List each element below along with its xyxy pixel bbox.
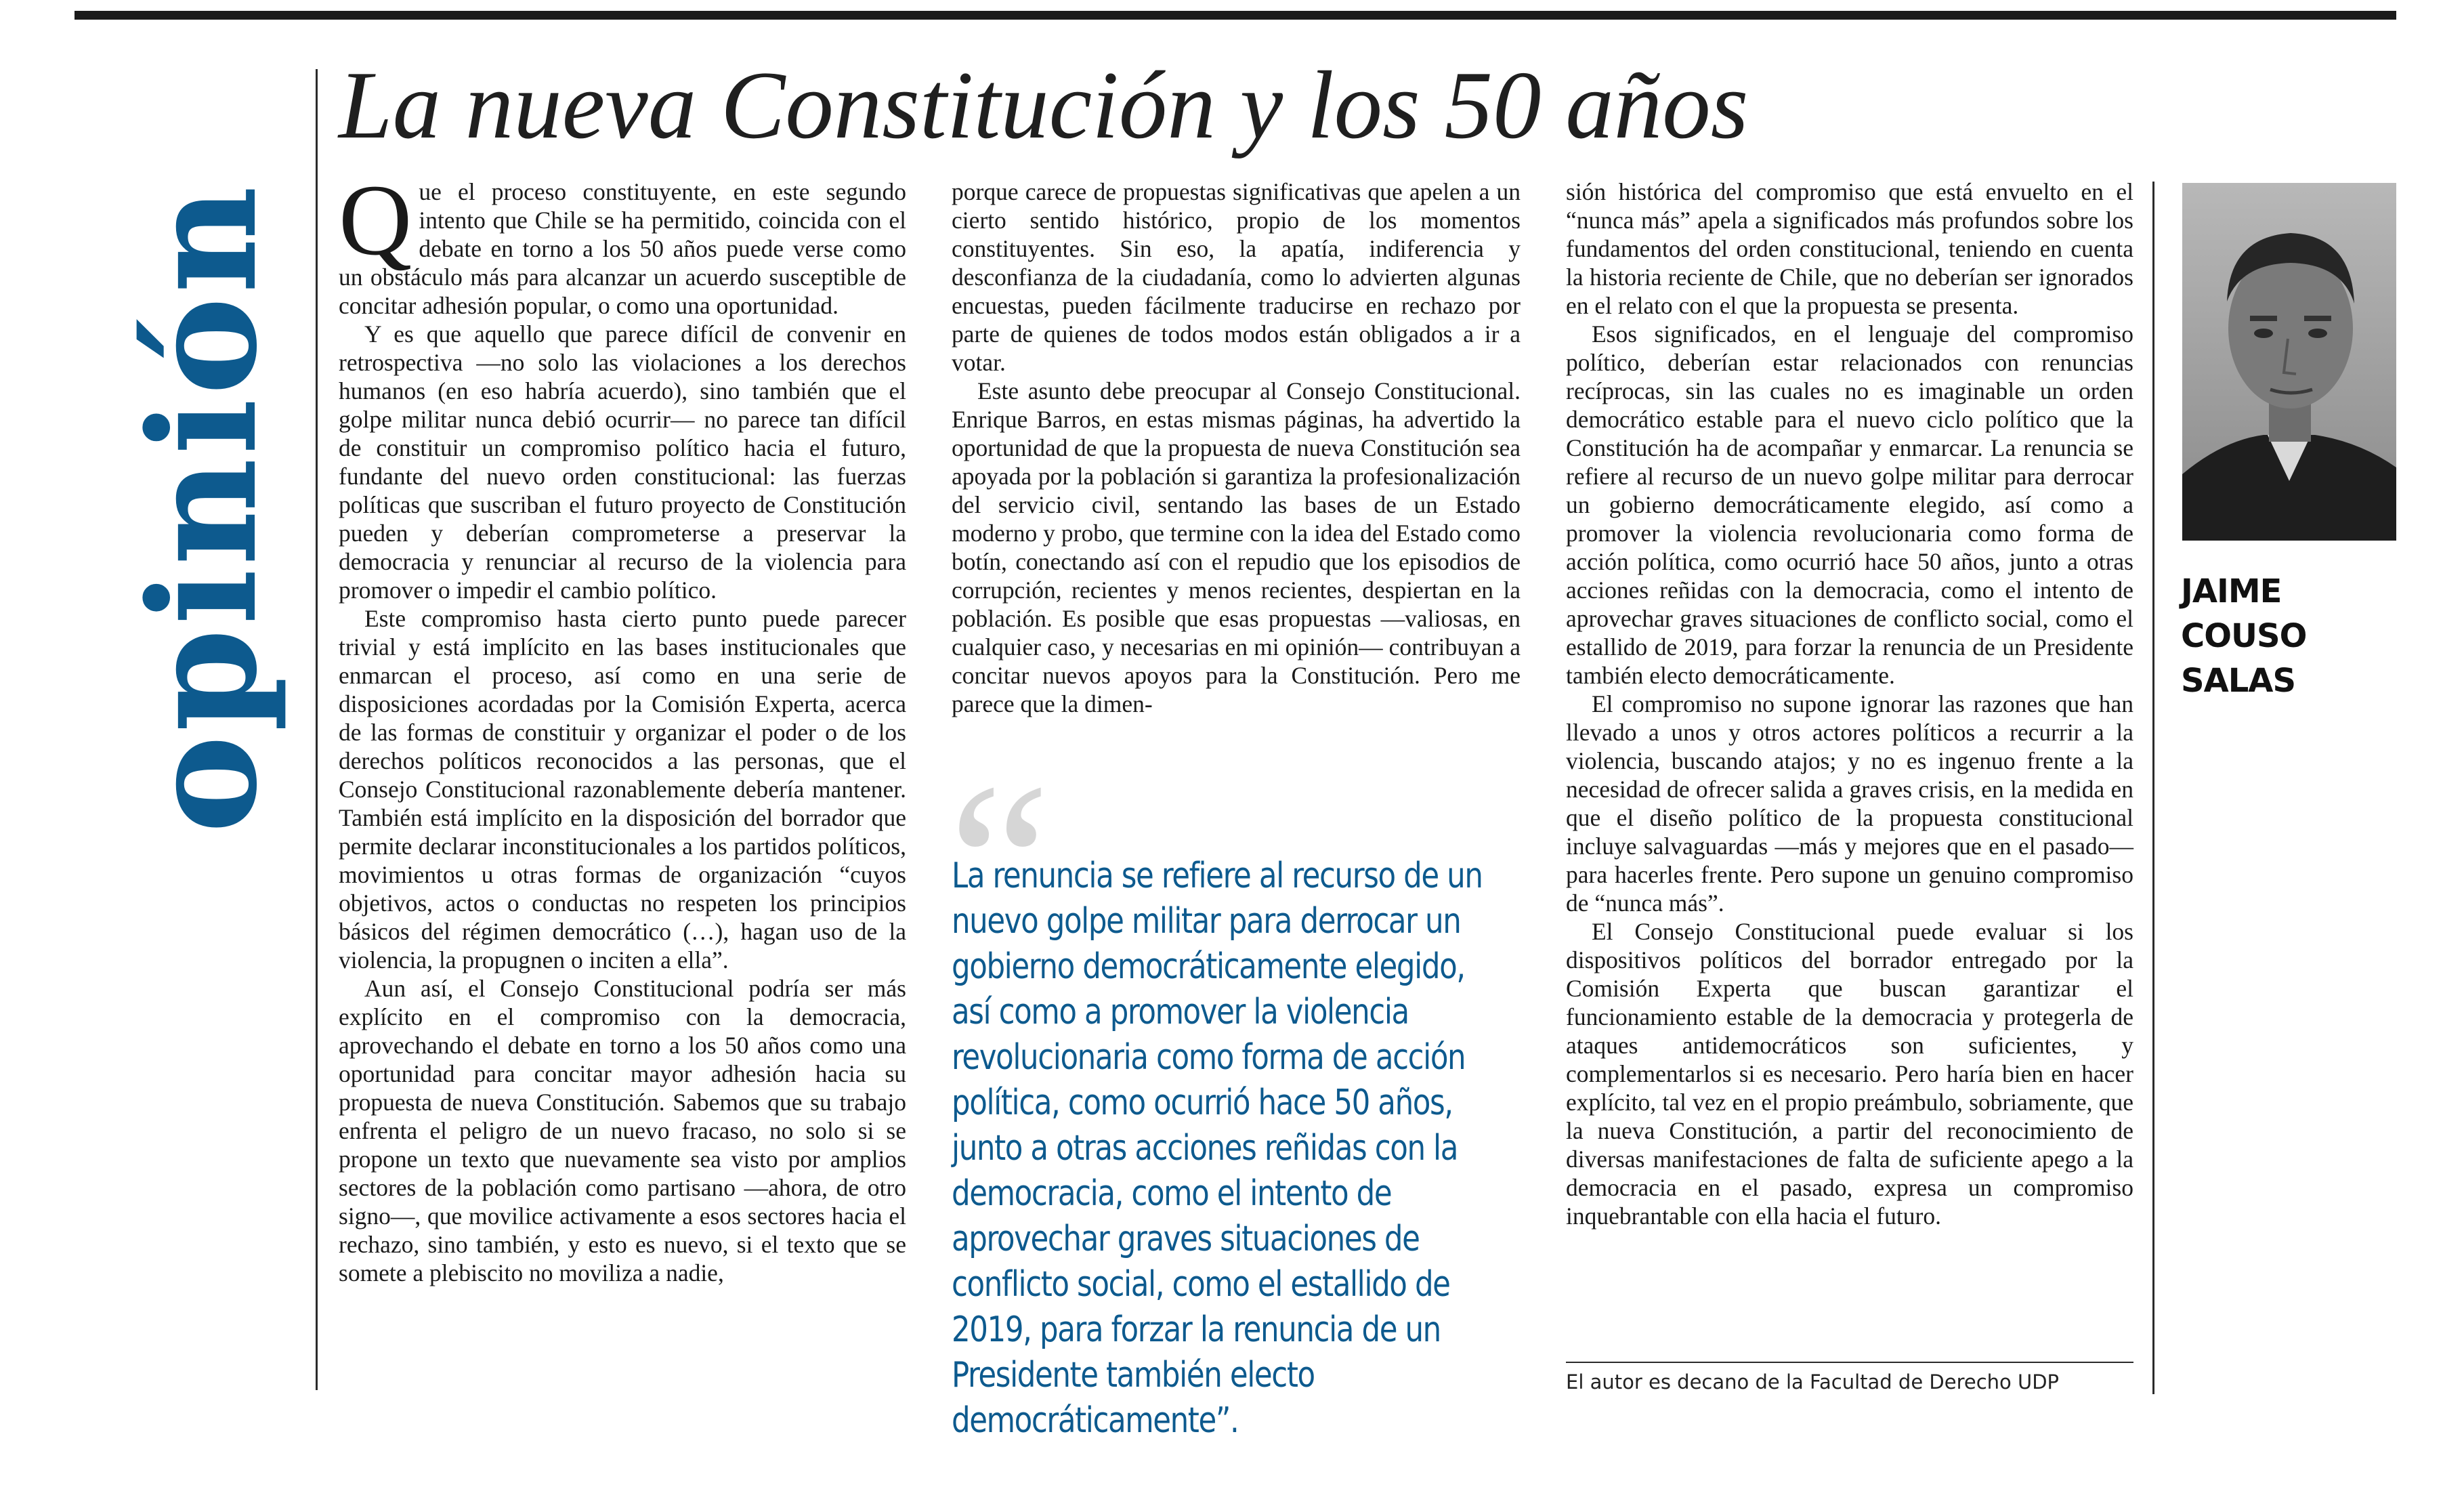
author-name bbox=[2181, 569, 2411, 703]
article-column-2 bbox=[952, 177, 1521, 718]
pull-quote: La renuncia se refiere al recurso de un nuevo golpe militar para derrocar un gobierno democráticamente elegido, así como a promover la violencia revolucionaria como forma de acción política, como ocurrió hace 50 años, junto a otras acciones reñidas con la democracia, como el intento de aprovechar graves situaciones de conflicto social, como el estallido de 2019, para forzar la renuncia de un Presidente también electo democráticamente”. bbox=[952, 856, 1483, 1441]
author-footnote: El autor es decano de la Facultad de Derecho UDP bbox=[1566, 1370, 2060, 1393]
top-rule bbox=[75, 11, 2396, 20]
paragraph: Este compromiso hasta cierto punto puede parecer trivial y está implícito en las bases institucionales que enmarcan el proceso, así como en una serie de disposiciones acordadas por la Comisión Experta, acerca de las formas de constituir y organizar el poder o de los derechos políticos reconocidos a las personas, que el Consejo Constitucional razonablemente debería mantener. También está implícito en la disposición del borrador que permite declarar inconstitucionales a los partidos políticos, movimientos u otras formas de organización “cuyos objetivos, actos o conductas no respeten los principios básicos del régimen democrático (…), hagan uso de la violencia, la propugnen o inciten a ella”. bbox=[339, 605, 906, 973]
paragraph bbox=[339, 164, 906, 320]
author-name-line: JAIME COUSO bbox=[2181, 572, 2307, 655]
section-label: opinión bbox=[116, 182, 290, 834]
paragraph: porque carece de propuestas significativas que apelen a un cierto sentido histórico, propio de los momentos constituyentes. Sin eso, la apatía, indiferencia y desconfianza de la ciudadanía, como lo advierten algunas encuestas, pueden fácilmente traducirse en rechazo por parte de quienes de todos modos están obligados a ir a votar. bbox=[952, 178, 1521, 376]
author-photo bbox=[2182, 183, 2396, 541]
footnote-rule bbox=[1566, 1362, 2133, 1363]
paragraph: Esos significados, en el lenguaje del compromiso político, deberían estar relacionados con renuncias recíprocas, sin las cuales no es imaginable un orden democrático estable para el nuevo ciclo político que la Constitución ha de acompañar y enmarcar. La renuncia se refiere al recurso de un nuevo golpe militar para derrocar un gobierno democráticamente elegido, así como a promover la violencia revolucionaria como forma de acción política, como ocurrió hace 50 años, junto a otras acciones reñidas con la democracia, como el intento de aprovechar graves situaciones de conflicto social, como el estallido de 2019, para forzar la renuncia de un Presidente también electo democráticamente. bbox=[1566, 320, 2133, 689]
article-column-3 bbox=[1566, 177, 2133, 1230]
paragraph: Y es que aquello que parece difícil de convenir en retrospectiva —no solo las violaciones a los derechos humanos (en eso habría acuerdo), sino también que el golpe militar nunca debió ocurrir— no parece tan difícil de constituir un compromiso político hacia el futuro, fundante del nuevo orden constitucional: las fuerzas políticas que suscriban el futuro proyecto de Constitución pueden y deberían comprometerse a preservar la democracia y renunciar al recurso de la violencia para promover o impedir el cambio político. bbox=[339, 320, 906, 604]
paragraph: El compromiso no supone ignorar las razones que han llevado a unos y otros actores políticos a recurrir a la violencia, buscando atajos; y no es ingenuo frente a la necesidad de ofrecer salida a graves crisis, en la medida en que el diseño político de la propuesta constitucional incluye salvaguardas —más y mejores que en el pasado— para hacerles frente. Pero supone un genuino compromiso de “nunca más”. bbox=[1566, 690, 2133, 917]
paragraph: sión histórica del compromiso que está envuelto en el “nunca más” apela a significados más profundos sobre los fundamentos del orden constitucional, teniendo en cuenta la historia reciente de Chile, que no deberían ser ignorados en el relato con el que la propuesta se presenta. bbox=[1566, 178, 2133, 319]
author-portrait-icon bbox=[2182, 183, 2396, 541]
section-divider bbox=[316, 69, 318, 1390]
sidebar-divider bbox=[2152, 182, 2154, 1394]
headline: La nueva Constitución y los 50 años bbox=[339, 51, 1749, 159]
drop-cap: Q bbox=[339, 164, 412, 276]
paragraph: Este asunto debe preocupar al Consejo Constitucional. Enrique Barros, en estas mismas páginas, ha advertido la oportunidad de que la propuesta de nueva Constitución sea apoyada por la población si garantiza la profesionalización del servicio civil, sentando las bases de un Estado moderno y probo, que termine con la idea del Estado como botín, conectando así con el repudio que los episodios de corrupción, recientes y menos recientes, despiertan en la población. Es posible que esas propuestas —valiosas, en cualquier caso, y necesarias en mi opinión— contribuyan a concitar nuevos apoyos para la Constitución. Pero me parece que la dimen- bbox=[952, 377, 1521, 717]
paragraph: Aun así, el Consejo Constitucional podría ser más explícito en el compromiso con la democracia, aprovechando el debate en torno a los 50 años como una oportunidad para concitar mayor adhesión hacia su propuesta de nueva Constitución. Sabemos que su trabajo enfrenta el peligro de un nuevo fracaso, no solo si se propone un texto que nuevamente sea visto por amplios sectores de la población como partisano —ahora, de otro signo—, que movilice activamente a esos sectores hacia el rechazo, sino también, y esto es nuevo, si el texto que se somete a plebiscito no moviliza a nadie, bbox=[339, 975, 906, 1286]
paragraph: El Consejo Constitucional puede evaluar si los dispositivos políticos del borrador entregado por la Comisión Experta que buscan garantizar el funcionamiento estable de la democracia y protegerla de ataques antidemocráticos son suficientes, y complementarlos si es necesario. Pero haría bien en hacer explícito, tal vez en el propio preámbulo, sobriamente, que la nueva Constitución, a partir del reconocimiento de diversas manifestaciones de falta de suficiente apego a la democracia en el pasado, expresa un compromiso inquebrantable con ella hacia el futuro. bbox=[1566, 918, 2133, 1230]
article-column-1 bbox=[339, 164, 906, 1287]
paragraph-text: ue el proceso constituyente, en este segundo intento que Chile se ha permitido, coincida con el debate en torno a los 50 años puede verse como un obstáculo más para alcanzar un acuerdo susceptible de concitar adhesión popular, o como una oportunidad. bbox=[339, 178, 906, 319]
author-name-line: SALAS bbox=[2181, 662, 2296, 700]
quote-mark-icon: “ bbox=[948, 736, 1050, 991]
